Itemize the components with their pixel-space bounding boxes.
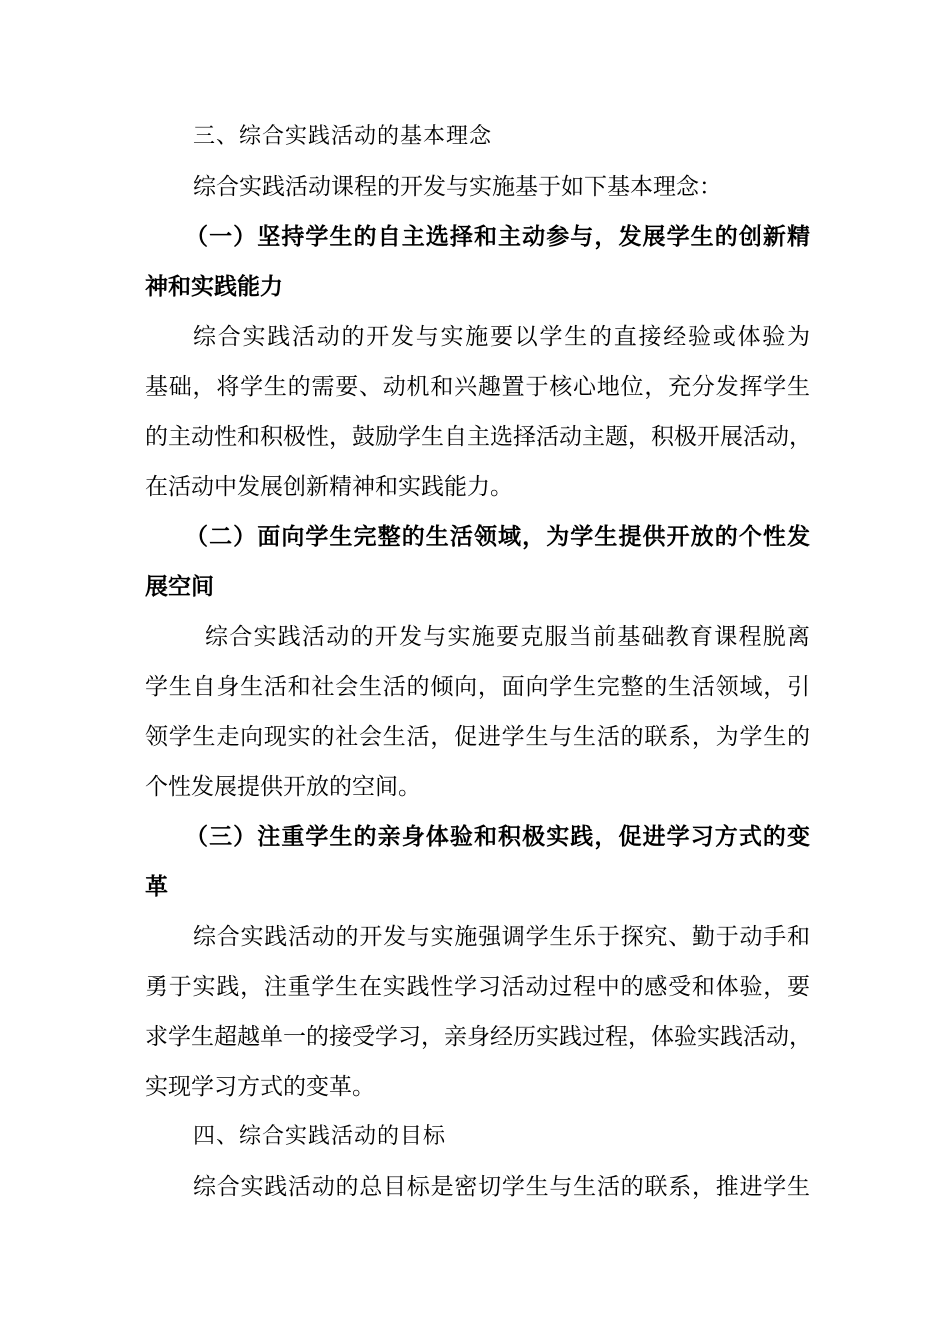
paragraph-line: 在活动中发展创新精神和实践能力。: [145, 474, 513, 500]
section-heading-4: 四、综合实践活动的目标: [193, 1124, 447, 1149]
subheading-3-line: （三）注重学生的亲身体验和积极实践，促进学习方式的变: [185, 824, 810, 850]
subheading-3-line: 革: [145, 874, 168, 900]
paragraph-line: 个性发展提供开放的空间。: [145, 774, 421, 800]
paragraph-line: 基础，将学生的需要、动机和兴趣置于核心地位，充分发挥学生: [145, 374, 810, 400]
paragraph-line: 综合实践活动的开发与实施要克服当前基础教育课程脱离: [205, 624, 810, 650]
document-body: [145, 112, 810, 1212]
paragraph-line: 的主动性和积极性，鼓励学生自主选择活动主题，积极开展活动，: [145, 424, 812, 450]
subheading-2-line: （二）面向学生完整的生活领域，为学生提供开放的个性发: [185, 524, 810, 550]
paragraph-line: 学生自身生活和社会生活的倾向，面向学生完整的生活领域，引: [145, 674, 810, 700]
paragraph-line: 综合实践活动课程的开发与实施基于如下基本理念：: [193, 174, 722, 200]
paragraph-line: 实现学习方式的变革。: [145, 1074, 375, 1100]
paragraph-line: 领学生走向现实的社会生活，促进学生与生活的联系，为学生的: [145, 724, 810, 750]
paragraph-line: 综合实践活动的开发与实施要以学生的直接经验或体验为: [193, 324, 810, 350]
subheading-1-line: 神和实践能力: [145, 274, 283, 300]
section-heading-3: 三、综合实践活动的基本理念: [193, 124, 493, 149]
paragraph-line: 勇于实践，注重学生在实践性学习活动过程中的感受和体验，要: [145, 974, 810, 1000]
subheading-2-line: 展空间: [145, 574, 214, 600]
paragraph-line: 综合实践活动的开发与实施强调学生乐于探究、勤于动手和: [193, 924, 810, 950]
paragraph-line: 求学生超越单一的接受学习，亲身经历实践过程，体验实践活动，: [145, 1024, 812, 1050]
subheading-1-line: （一）坚持学生的自主选择和主动参与，发展学生的创新精: [185, 224, 810, 250]
paragraph-line: 综合实践活动的总目标是密切学生与生活的联系，推进学生: [193, 1174, 810, 1200]
